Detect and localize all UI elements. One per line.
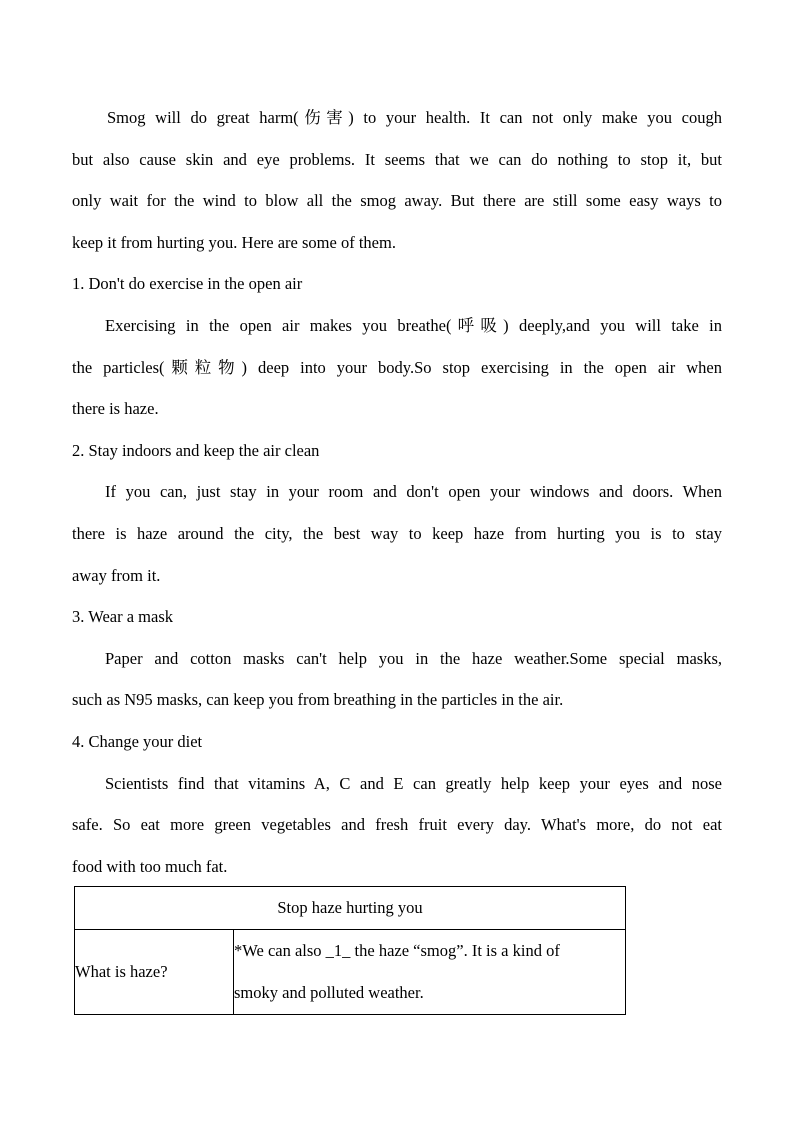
- table-question-cell: What is haze?: [75, 930, 234, 1015]
- section-heading-4: 4. Change your diet: [72, 731, 203, 751]
- passage: [72, 97, 722, 887]
- table-header-row: [75, 887, 626, 930]
- summary-table: [74, 886, 626, 1015]
- section-2-line-2: there is haze around the city, the best way to keep haze from hurting you is to stay: [72, 523, 722, 543]
- table-row: [75, 930, 626, 1015]
- section-1-line-3: there is haze.: [72, 399, 159, 419]
- section-heading-1: 1. Don't do exercise in the open air: [72, 274, 303, 294]
- section-1-line-2: the particles(颗粒物) deep into your body.So stop exercising in the open air when: [72, 357, 722, 377]
- section-2-line-3: away from it.: [72, 565, 161, 585]
- intro-line-3: only wait for the wind to blow all the smog away. But there are still some easy ways to: [72, 191, 722, 211]
- table-answer-cell: [234, 930, 626, 1015]
- section-4-line-3: food with too much fat.: [72, 856, 228, 876]
- section-1-line-1: Exercising in the open air makes you breathe(呼吸) deeply,and you will take in: [105, 315, 722, 335]
- table-answer-line-2: smoky and polluted weather.: [234, 983, 424, 1002]
- section-3-line-1: Paper and cotton masks can't help you in the haze weather.Some special masks,: [105, 648, 722, 668]
- table-title: Stop haze hurting you: [75, 887, 626, 930]
- intro-line-4: keep it from hurting you. Here are some of them.: [72, 232, 396, 252]
- section-4-line-2: safe. So eat more green vegetables and fresh fruit every day. What's more, do not eat: [72, 815, 722, 835]
- section-2-line-1: If you can, just stay in your room and don't open your windows and doors. When: [105, 482, 722, 502]
- intro-line-1: Smog will do great harm(伤害) to your health. It can not only make you cough: [107, 108, 722, 127]
- intro-line-2: but also cause skin and eye problems. It seems that we can do nothing to stop it, but: [72, 149, 722, 169]
- section-3-line-2: such as N95 masks, can keep you from breathing in the particles in the air.: [72, 690, 564, 710]
- table-answer-line-1: *We can also _1_ the haze “smog”. It is a kind of: [234, 941, 560, 960]
- section-heading-2: 2. Stay indoors and keep the air clean: [72, 440, 320, 460]
- section-heading-3: 3. Wear a mask: [72, 607, 173, 627]
- section-4-line-1: Scientists find that vitamins A, C and E can greatly help keep your eyes and nose: [105, 773, 722, 793]
